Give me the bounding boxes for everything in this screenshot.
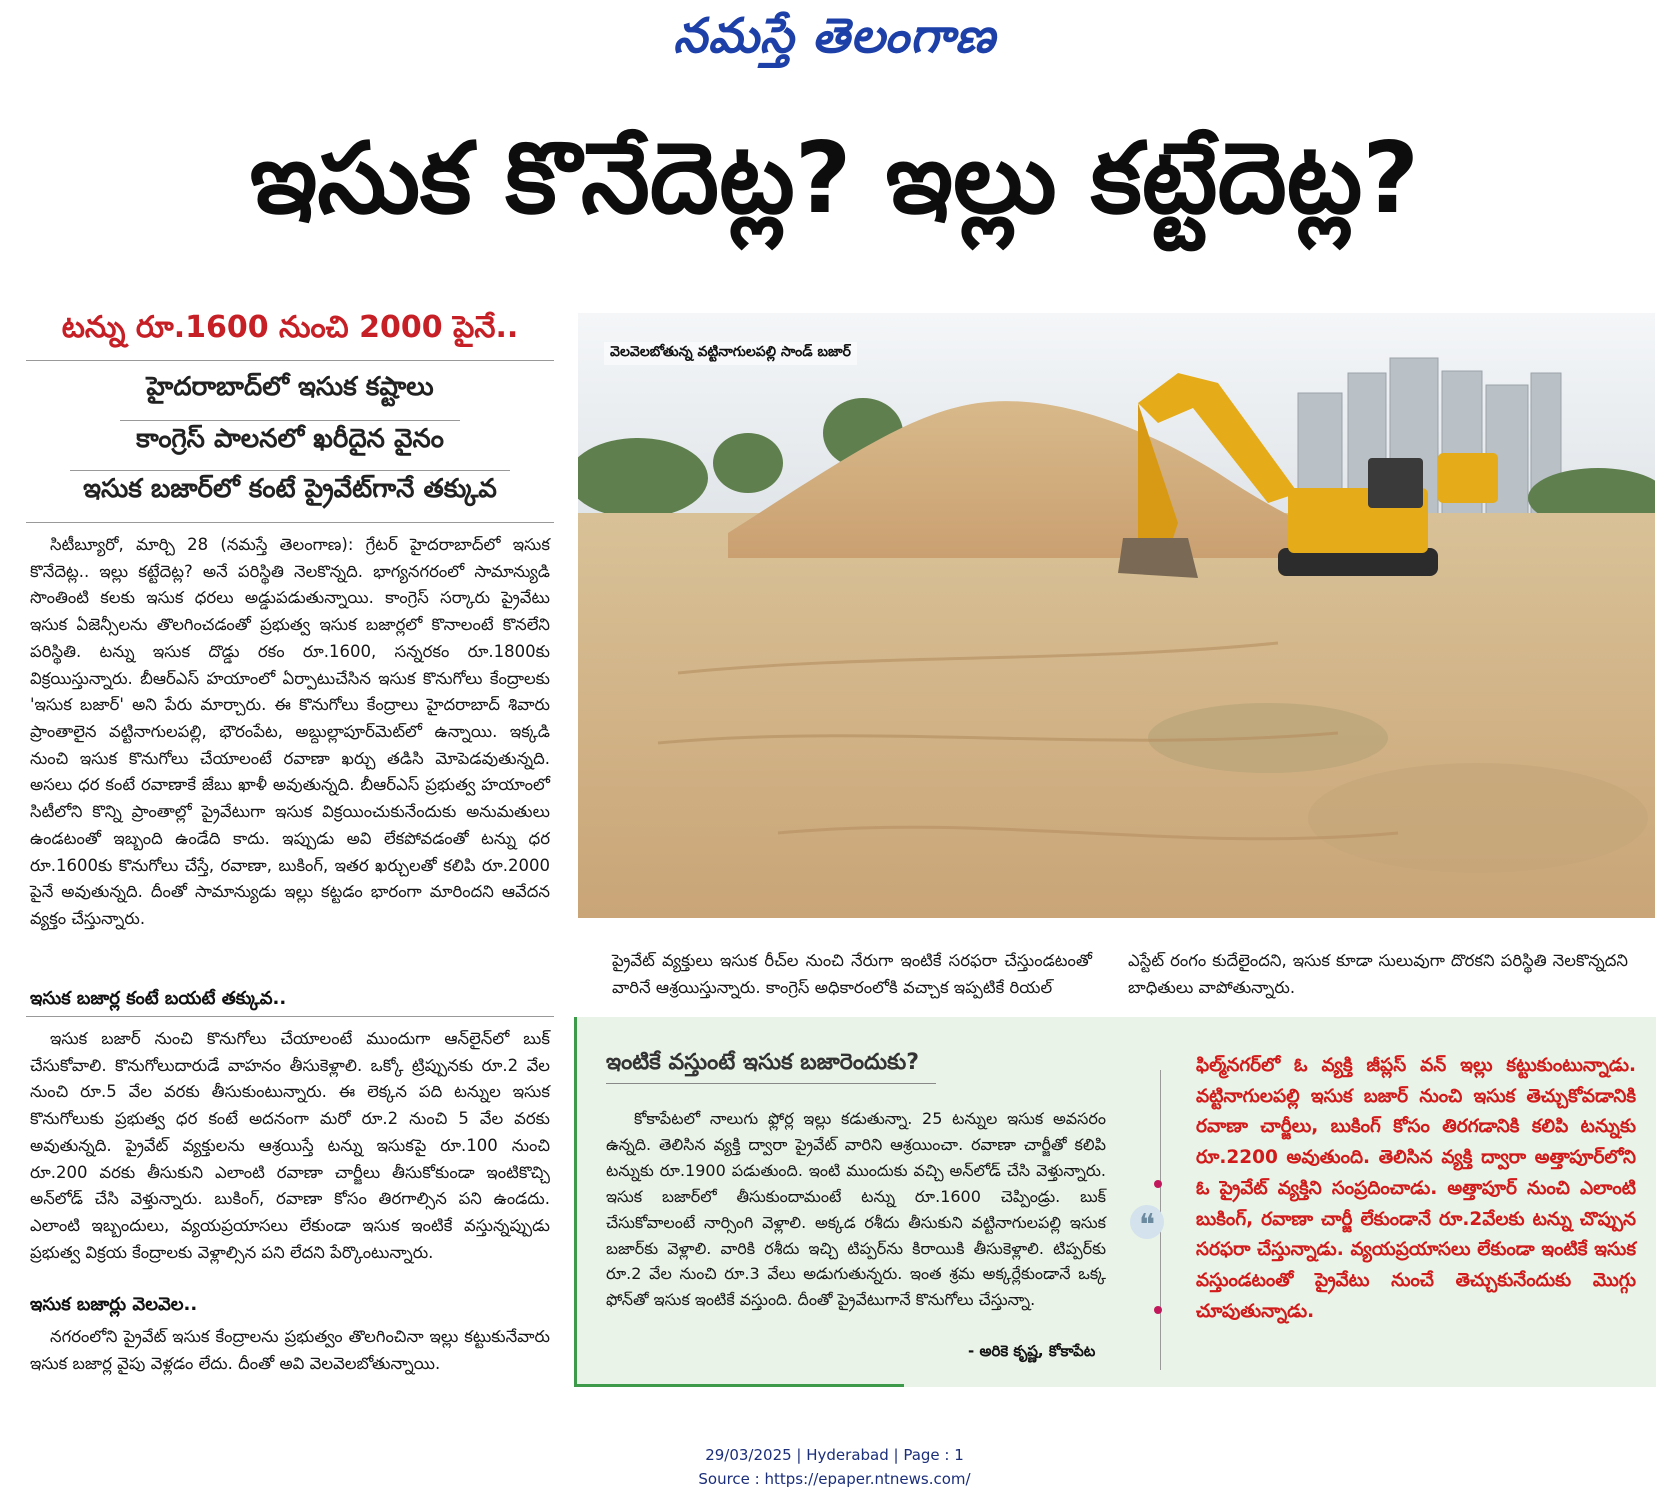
headline: ఇసుక కొనేదెట్ల? ఇల్లు కట్టేదెట్ల? [249,122,1420,236]
sand-bazaar-photo [578,313,1655,918]
subhead-3: ఇసుక బజార్‌లో కంటే ప్రైవేట్‌గానే తక్కువ [83,474,497,504]
news-photo [578,313,1655,918]
kicker: టన్ను రూ.1600 నుంచి 2000 పైనే.. [61,310,519,345]
pull-quote: ఫిల్మ్‌నగర్‌లో ఓ వ్యక్తి జీప్లస్ వన్ ఇల్లు కట్టుకుంటున్నాడు. వట్టినాగులపల్లి ఇసుక బజార్ నుంచి ఇసుక తెచ్చుకోవడానికి రవాణా చార్జీలు, బుకింగ్ కోసం తిరగడానికి కలిపి టన్నుకు రూ.2200 అవుతుంది. తెలిసిన వ్యక్తి ద్వారా అత్తాపూర్‌లోని ఓ ప్రైవేట్ వ్యక్తిని సంప్రదించాడు. అత్తాపూర్ నుంచి ఎలాంటి బుకింగ్, రవాణా చార్జీ లేకుండానే రూ.2వేలకు టన్ను చొప్పున సరఫరా చేస్తున్నాడు. వ్యయప్రయాసలు లేకుండా ఇంటికే ఇసుక వస్తుండటంతో ప్రైవేటు నుంచే తెచ్చుకునేందుకు మొగ్గు చూపుతున్నాడు. [1196,1055,1636,1322]
divider [26,1016,554,1017]
article-paragraph-2: ఇసుక బజార్ నుంచి కొనుగోలు చేయాలంటే ముందుగా ఆన్‌లైన్‌లో బుక్ చేసుకోవాలి. కొనుగోలుదారుడే వాహనం తీసుకెళ్లాలి. ఒక్కో ట్రిప్పునకు రూ.2 వేల నుంచి రూ.5 వేల వరకు తీసుకుంటున్నారు. ఈ లెక్కన పది టన్నుల ఇసుక కొనుగోలుకు ప్రభుత్వ ధర కంటే అదనంగా మరో రూ.2 నుంచి 5 వేల వరకు అవుతున్నది. ప్రైవేట్ వ్యక్తులను ఆశ్రయిస్తే టన్ను ఇసుకపై రూ.100 నుంచి రూ.200 వరకు తీసుకుని ఎలాంటి రవాణా చార్జీలు తీసుకోకుండా ఇంటికొచ్చి అన్‌లోడ్ చేసి వెళ్తున్నారు. బుకింగ్, రవాణా కోసం తిరగాల్సిన పని ఉండదు. ఎలాంటి ఇబ్బందులు, వ్యయప్రయాసలు లేకుండా ఇసుక ఇంటికే వస్తున్నప్పుడు ప్రభుత్వ విక్రయ కేంద్రాలకు వెళ్లాల్సిన పని లేదని పేర్కొంటున్నారు. [30,1029,550,1262]
section-title-3: ఇసుక బజార్లు వెలవెల.. [30,1294,198,1315]
footer-source: Source : https://epaper.ntnews.com/ [698,1470,971,1488]
footer-dateline: 29/03/2025 | Hyderabad | Page : 1 [705,1446,964,1464]
box-byline: - అరికె కృష్ణ, కోకాపేట [968,1342,1096,1360]
box-text: కోకాపేటలో నాలుగు ఫ్లోర్ల ఇల్లు కడుతున్నా. 25 టన్నుల ఇసుక అవసరం ఉన్నది. తెలిసిన వ్యక్తి ద్వారా ప్రైవేట్ వారిని ఆశ్రయించా. రవాణా చార్జీతో కలిపి టన్నుకు రూ.1900 పడుతుంది. ఇంటి ముందుకు వచ్చి అన్‌లోడ్ చేసి వెళ్తున్నారు. ఇసుక బజార్‌లో తీసుకుందామంటే టన్ను రూ.1600 చెప్పిండ్రు. బుక్ చేసుకోవాలంటే నార్సింగి వెళ్లాలి. అక్కడ రశీదు తీసుకుని వట్టినాగులపల్లి ఇసుక బజార్‌కు వెళ్లాలి. వారికి రశీదు ఇచ్చి టిప్పర్‌ను కిరాయికి తీసుకెళ్లాలి. టిప్పర్‌కు రూ.2 వేల నుంచి రూ.3 వేలు అడుగుతున్నరు. ఇంత శ్రమ అక్కర్లేకుండానే ఒక్క ఫోన్‌తో ఇసుక ఇంటికే వస్తుంది. దీంతో ప్రైవేటుగానే కొనుగోలు చేస్తున్నా. [606,1109,1106,1310]
article-continuation-right: ఎస్టేట్ రంగం కుదేలైందని, ఇసుక కూడా సులువుగా దొరకని పరిస్థితి నెలకొన్నదని బాధితులు వాపోతున్నారు. [1128,951,1628,997]
box-accent-bar [574,1017,577,1387]
photo-caption: వెలవెలబోతున్న వట్టినాగులపల్లి సాండ్ బజార్ [604,342,857,365]
quote-dot [1154,1180,1162,1188]
divider [70,470,510,471]
section-title-2: ఇసుక బజార్ల కంటే బయటే తక్కువ.. [30,988,287,1009]
quote-dot [1154,1306,1162,1314]
masthead-logo: నమస్తే తెలంగాణ [673,8,996,64]
box-accent-bar [574,1384,904,1387]
article-paragraph-1: సిటీబ్యూరో, మార్చి 28 (నమస్తే తెలంగాణ): గ్రేటర్ హైదరాబాద్‌లో ఇసుక కొనేదెట్ల.. ఇల్లు కట్టేదెట్ల? అనే పరిస్థితి నెలకొన్నది. భాగ్యనగరంలో సామాన్యుడి సొంతింటి కలకు ఇసుక ధరలు అడ్డుపడుతున్నాయి. కాంగ్రెస్ సర్కారు ప్రైవేటు ఇసుక ఏజెన్సీలను తొలగించడంతో ప్రభుత్వ ఇసుక బజార్లలో కొనాలంటే కొనలేని పరిస్థితి. టన్ను ఇసుక దొడ్డు రకం రూ.1600, సన్నరకం రూ.1800కు విక్రయిస్తున్నారు. బీఆర్‌ఎస్ హయాంలో ఏర్పాటుచేసిన ఇసుక కొనుగోలు కేంద్రాలకు 'ఇసుక బజార్' అని పేరు మార్చారు. ఈ కొనుగోలు కేంద్రాలు హైదరాబాద్ శివారు ప్రాంతాలైన వట్టినాగులపల్లి, భౌరంపేట, అబ్దుల్లాపూర్‌మెట్‌లో ఉన్నాయి. ఇక్కడి నుంచి ఇసుక కొనుగోలు చేయాలంటే రవాణా ఖర్చు తడిసి మోపెడవుతున్నది. అసలు ధర కంటే రవాణాకే జేబు ఖాళీ అవుతున్నది. బీఆర్‌ఎస్ ప్రభుత్వ హయాంలో సిటీలోని కొన్ని ప్రాంతాల్లో ప్రైవేటుగా ఇసుక విక్రయించుకునేందుకు అనుమతులు ఉండటంతో ఇబ్బంది ఉండేది కాదు. ఇప్పుడు అవి లేకపోవడంతో టన్ను ధర రూ.1600కు కొనుగోలు చేస్తే, రవాణా, బుకింగ్, ఇతర ఖర్చులతో కలిపి రూ.2000 పైనే అవుతున్నది. దీంతో సామాన్యుడు ఇల్లు కట్టడం భారంగా మారిందని ఆవేదన వ్యక్తం చేస్తున్నారు. [30,535,550,929]
divider [606,1083,936,1084]
box-title: ఇంటికే వస్తుంటే ఇసుక బజారెందుకు? [606,1050,920,1075]
divider [26,522,554,523]
article-paragraph-3: నగరంలోని ప్రైవేట్ ఇసుక కేంద్రాలను ప్రభుత్వం తొలగించినా ఇల్లు కట్టుకునేవారు ఇసుక బజార్ల వైపు వెళ్లడం లేదు. దీంతో అవి వెలవెలబోతున్నాయి. [30,1327,550,1373]
subhead-1: హైదరాబాద్‌లో ఇసుక కష్టాలు [146,372,434,402]
article-continuation-left: ప్రైవేట్ వ్యక్తులు ఇసుక రీచ్‌ల నుంచి నేరుగా ఇంటికే సరఫరా చేస్తుండటంతో వారినే ఆశ్రయిస్తున్నారు. కాంగ్రెస్ అధికారంలోకి వచ్చాక ఇప్పటికే రియల్ [612,951,1092,997]
svg-text:❝: ❝ [1139,1208,1156,1239]
divider [26,360,554,361]
divider [120,420,460,421]
subhead-2: కాంగ్రెస్ పాలనలో ఖరీదైన వైనం [136,424,444,454]
quote-mark-icon [1130,1205,1164,1239]
